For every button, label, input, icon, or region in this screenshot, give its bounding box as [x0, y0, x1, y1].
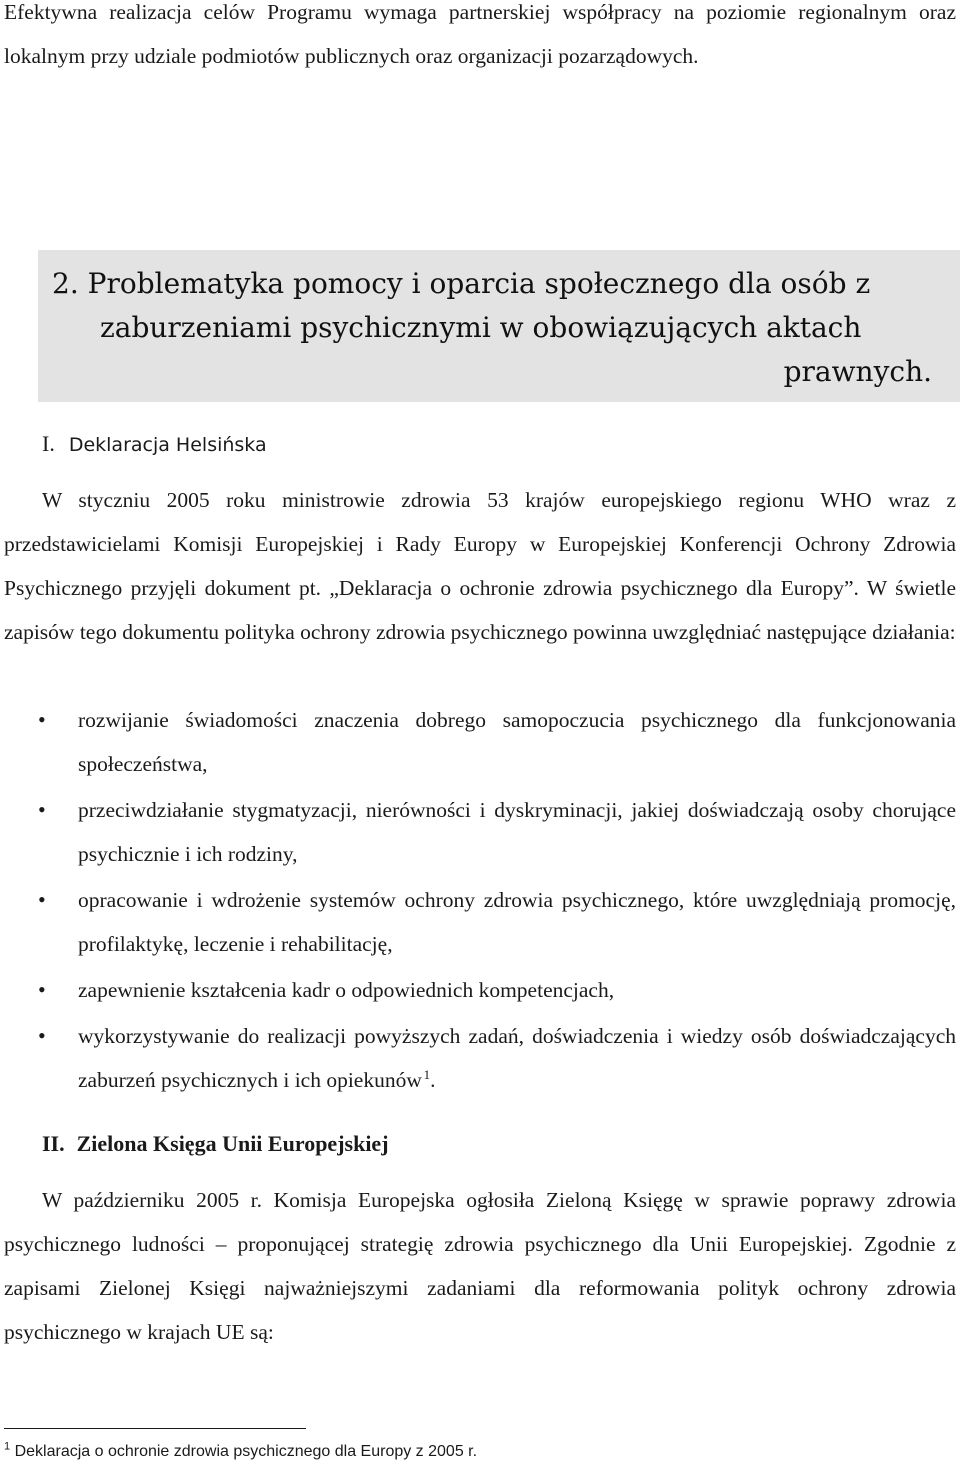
subsection-2-title: Zielona Księga Unii Europejskiej	[76, 1131, 389, 1156]
subsection-1-heading	[42, 424, 267, 465]
footnote	[4, 1440, 477, 1464]
subsection-1-number: I.	[42, 431, 55, 456]
section-heading-line-3: prawnych.	[783, 355, 932, 388]
subsection-1-title: Deklaracja Helsińska	[68, 434, 267, 456]
list-item: • zapewnienie kształcenia kadr o odpowiednich kompetencjach,	[4, 968, 956, 1012]
section-heading	[52, 262, 942, 394]
subsection-2-heading	[42, 1122, 389, 1166]
footnote-text: Deklaracja o ochronie zdrowia psychicznego dla Europy z 2005 r.	[14, 1443, 478, 1460]
list-item: • opracowanie i wdrożenie systemów ochrony zdrowia psychicznego, które uwzględniają promocję, profilaktykę, leczenie i rehabilitację,	[4, 878, 956, 966]
subsection-2-number: II.	[42, 1131, 65, 1156]
section-heading-line-1: 2. Problematyka pomocy i oparcia społecznego dla osób z	[52, 267, 871, 300]
subsection-2-paragraph: W październiku 2005 r. Komisja Europejska ogłosiła Zieloną Księgę w sprawie poprawy zdrowia psychicznego ludności – proponującej strategię zdrowia psychicznego dla Unii Europejskiej. Zgodnie z zapisami Zielonej Księgi najważniejszymi zadaniami dla reformowania polityk ochrony zdrowia psychicznego w krajach UE są:	[4, 1188, 956, 1344]
footnote-divider	[4, 1428, 306, 1429]
action-list	[4, 698, 956, 1102]
footnote-marker: 1	[4, 1440, 11, 1453]
list-item: • przeciwdziałanie stygmatyzacji, nierówności i dyskryminacji, jakiej doświadczają osoby chorujące psychicznie i ich rodziny,	[4, 788, 956, 876]
section-heading-line-2: zaburzeniami psychicznymi w obowiązujących aktach	[100, 311, 862, 344]
list-item: • rozwijanie świadomości znaczenia dobrego samopoczucia psychicznego dla funkcjonowania społeczeństwa,	[4, 698, 956, 786]
subsection-1-paragraph: W styczniu 2005 roku ministrowie zdrowia 53 krajów europejskiego regionu WHO wraz z przedstawicielami Komisji Europejskiej i Rady Europy w Europejskiej Konferencji Ochrony Zdrowia Psychicznego przyjęli dokument pt. „Deklaracja o ochronie zdrowia psychicznego dla Europy”. W świetle zapisów tego dokumentu polityka ochrony zdrowia psychicznego powinna uwzględniać następujące działania:	[4, 488, 956, 644]
list-item: • wykorzystywanie do realizacji powyższych zadań, doświadczenia i wiedzy osób doświadczających zaburzeń psychicznych i ich opiekunów $^1$.	[4, 1014, 956, 1102]
intro-paragraph: Efektywna realizacja celów Programu wymaga partnerskiej współpracy na poziomie regionalnym oraz lokalnym przy udziale podmiotów publicznych oraz organizacji pozarządowych.	[4, 0, 956, 68]
footnote-reference[interactable]: 1	[423, 1066, 431, 1082]
